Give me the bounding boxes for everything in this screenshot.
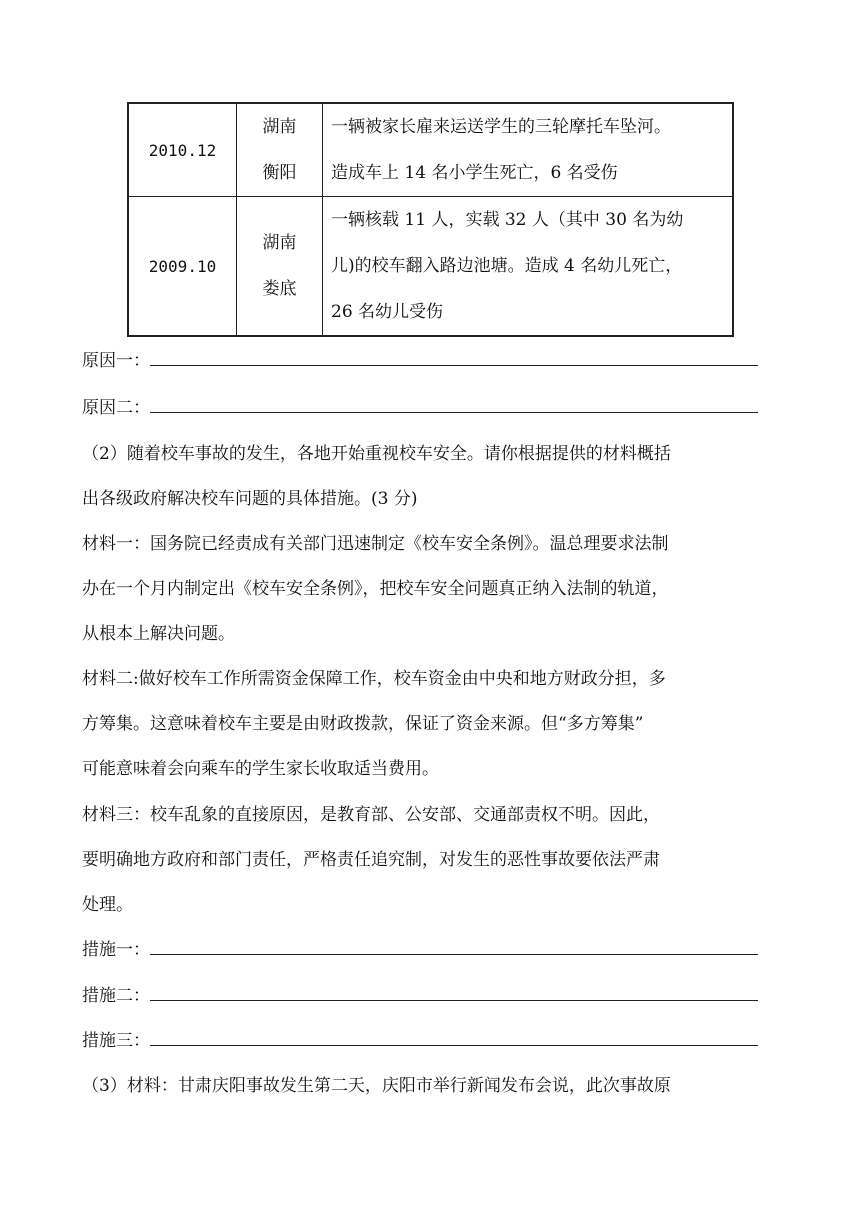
reason-1-label: 原因一： [82,351,150,371]
material-3-line: 处理。 [82,895,133,915]
measure-2-row [82,981,758,1006]
measure-3-row [82,1026,758,1051]
date-cell: 2009.10 [128,197,237,337]
measure-1-row [82,935,758,960]
question-3-line: （3）材料：甘肃庆阳事故发生第二天，庆阳市举行新闻发布会说，此次事故原 [82,1076,671,1096]
description-cell [323,197,734,337]
reason-2-row [82,393,758,418]
description-line: 一辆核载 11 人，实载 32 人（其中 30 名为幼 [331,210,684,230]
place-line: 湖南 [262,117,297,137]
material-3-line: 要明确地方政府和部门责任，严格责任追究制，对发生的恶性事故要依法严肃 [82,850,660,870]
description-cell [323,103,734,197]
measure-2-label: 措施二： [82,986,150,1006]
material-2-line: 材料二:做好校车工作所需资金保障工作，校车资金由中央和地方财政分担，多 [82,669,666,689]
reason-1-answer-blank[interactable] [150,364,758,366]
description-line: 儿)的校车翻入路边池塘。造成 4 名幼儿死亡， [331,256,683,276]
material-2-line: 可能意味着会向乘车的学生家长收取适当费用。 [82,759,439,779]
description-line: 26 名幼儿受伤 [331,302,444,322]
question-2-line: （2）随着校车事故的发生，各地开始重视校车安全。请你根据提供的材料概括 [82,444,671,464]
date-cell: 2010.12 [128,103,237,197]
table-row [128,103,733,197]
measure-3-answer-blank[interactable] [150,1044,758,1046]
table-row [128,197,733,337]
measure-1-label: 措施一： [82,940,150,960]
reason-2-answer-blank[interactable] [150,411,758,413]
place-cell [237,197,323,337]
material-1-line: 办在一个月内制定出《校车安全条例》，把校车安全问题真正纳入法制的轨道， [82,579,669,599]
accident-table [127,102,734,337]
place-cell [237,103,323,197]
material-1-line: 从根本上解决问题。 [82,624,235,644]
material-3-line: 材料三：校车乱象的直接原因，是教育部、公安部、交通部责权不明。因此， [82,805,660,825]
measure-1-answer-blank[interactable] [150,953,758,955]
place-line: 湖南 [262,233,297,253]
reason-2-label: 原因二： [82,398,150,418]
place-line: 衡阳 [262,163,297,183]
material-2-line: 方筹集。这意味着校车主要是由财政拨款，保证了资金来源。但“多方筹集” [82,714,644,734]
reason-1-row [82,346,758,371]
question-2-line: 出各级政府解决校车问题的具体措施。(3 分) [82,489,418,509]
description-line: 一辆被家长雇来运送学生的三轮摩托车坠河。 [331,117,671,137]
place-line: 娄底 [262,279,297,299]
measure-2-answer-blank[interactable] [150,999,758,1001]
material-1-line: 材料一：国务院已经责成有关部门迅速制定《校车安全条例》。温总理要求法制 [82,534,669,554]
measure-3-label: 措施三： [82,1031,150,1051]
description-line: 造成车上 14 名小学生死亡，6 名受伤 [331,163,618,183]
